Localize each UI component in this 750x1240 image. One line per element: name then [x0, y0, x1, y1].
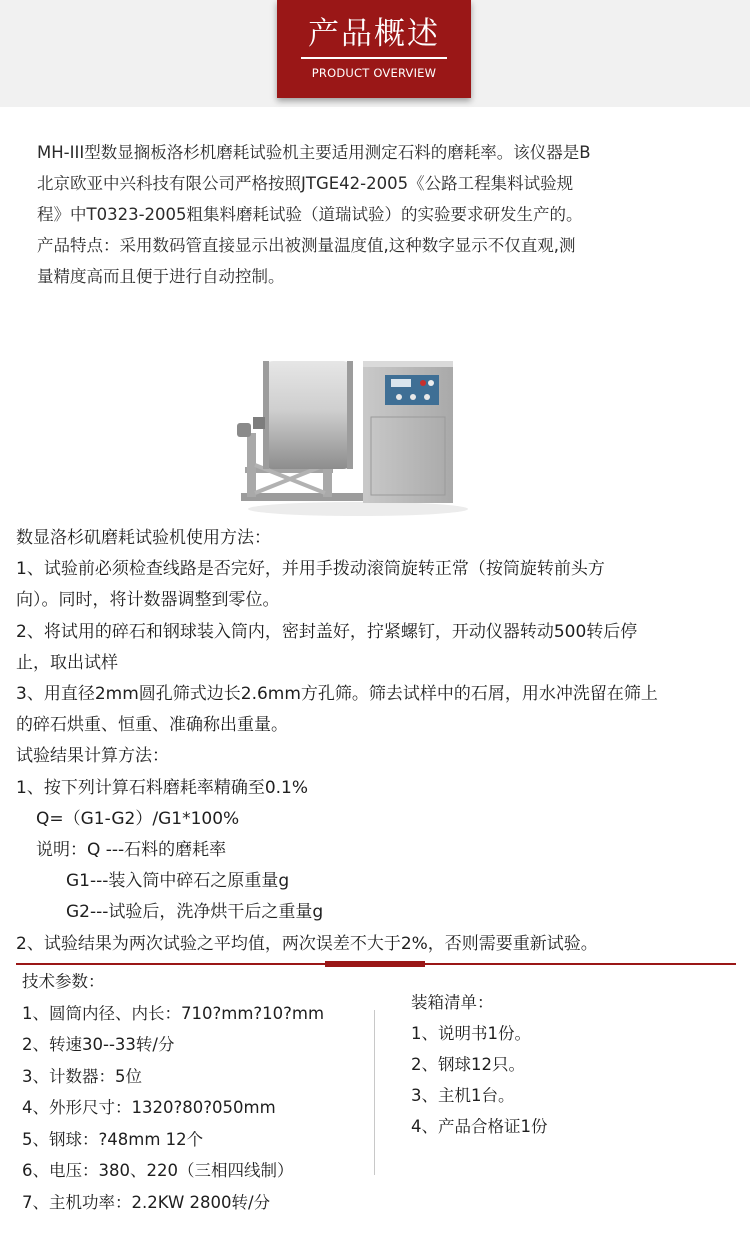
intro-line: MH-III型数显搁板洛杉机磨耗试验机主要适用测定石料的磨耗率。该仪器是B: [37, 143, 591, 162]
section-banner: [277, 0, 471, 98]
usage-step-3: 3、用直径2mm圆孔筛式边长2.6mm方孔筛。筛去试样中的石屑，用水冲洗留在筛上: [16, 684, 658, 705]
specs-heading: 技术参数：: [22, 972, 105, 991]
usage-instructions: [16, 523, 736, 960]
spec-item: 6、电压：380、220（三相四线制）: [22, 1161, 294, 1180]
usage-step-3-cont: 的碎石烘重、恒重、准确称出重量。: [16, 715, 288, 736]
column-separator: [374, 1010, 375, 1175]
banner-subtitle: PRODUCT OVERVIEW: [311, 66, 437, 80]
spec-item: 3、计数器：5位: [22, 1066, 142, 1086]
usage-step-2-cont: 止，取出试样: [16, 652, 118, 673]
calc-explanation: 说明：Q ---石料的磨耗率: [36, 840, 227, 861]
intro-line: 产品特点：采用数码管直接显示出被测量温度值,这种数字显示不仅直观,测: [37, 236, 576, 255]
packing-list: [411, 987, 731, 1142]
calc-step-1: 1、按下列计算石料磨耗率精确至0.1%: [16, 777, 309, 798]
banner-divider: [301, 57, 447, 59]
calc-step-2: 2、试验结果为两次试验之平均值，两次误差不大于2%，否则需要重新试验。: [16, 933, 598, 954]
packing-item: 3、主机1台。: [411, 1086, 515, 1105]
calc-g1-definition: G1---装入筒中碎石之原重量g: [66, 871, 290, 892]
intro-line: 程》中T0323-2005粗集料磨耗试验（道瑞试验）的实验要求研发生产的。: [37, 205, 583, 224]
calc-heading: 试验结果计算方法：: [16, 746, 169, 767]
technical-specs: [22, 966, 362, 1218]
intro-line: 北京欧亚中兴科技有限公司严格按照JTGE42-2005《公路工程集料试验规: [37, 174, 574, 193]
spec-item: 7、主机功率：2.2KW 2800转/分: [22, 1192, 271, 1212]
packing-heading: 装箱清单：: [411, 993, 494, 1012]
packing-item: 2、钢球12只。: [411, 1055, 525, 1074]
usage-step-1: 1、试验前必须检查线路是否完好，并用手拨动滚筒旋转正常（按筒旋转前头方: [16, 559, 605, 580]
usage-step-1-cont: 向）。同时，将计数器调整到零位。: [16, 590, 280, 611]
spec-item: 2、转速30--33转/分: [22, 1035, 175, 1054]
packing-item: 4、产品合格证1份: [411, 1117, 548, 1136]
intro-paragraph: [37, 137, 677, 292]
spec-item: 4、外形尺寸：1320?80?050mm: [22, 1098, 276, 1117]
spec-item: 5、钢球：?48mm 12个: [22, 1129, 204, 1149]
packing-item: 1、说明书1份。: [411, 1024, 531, 1043]
usage-heading: 数显洛杉矶磨耗试验机使用方法：: [16, 528, 271, 548]
banner-title: 产品概述: [308, 16, 440, 52]
spec-item: 1、圆筒内径、内长：710?mm?10?mm: [22, 1003, 325, 1023]
usage-step-2: 2、将试用的碎石和钢球装入筒内，密封盖好，拧紧螺钉，开动仪器转动500转后停: [16, 621, 638, 642]
los-angeles-abrasion-machine-image: [233, 353, 473, 518]
intro-line: 量精度高而且便于进行自动控制。: [37, 267, 285, 286]
calc-g2-definition: G2---试验后，洗净烘干后之重量g: [66, 902, 324, 923]
calc-formula: Q=（G1-G2）/G1*100%: [36, 808, 240, 829]
